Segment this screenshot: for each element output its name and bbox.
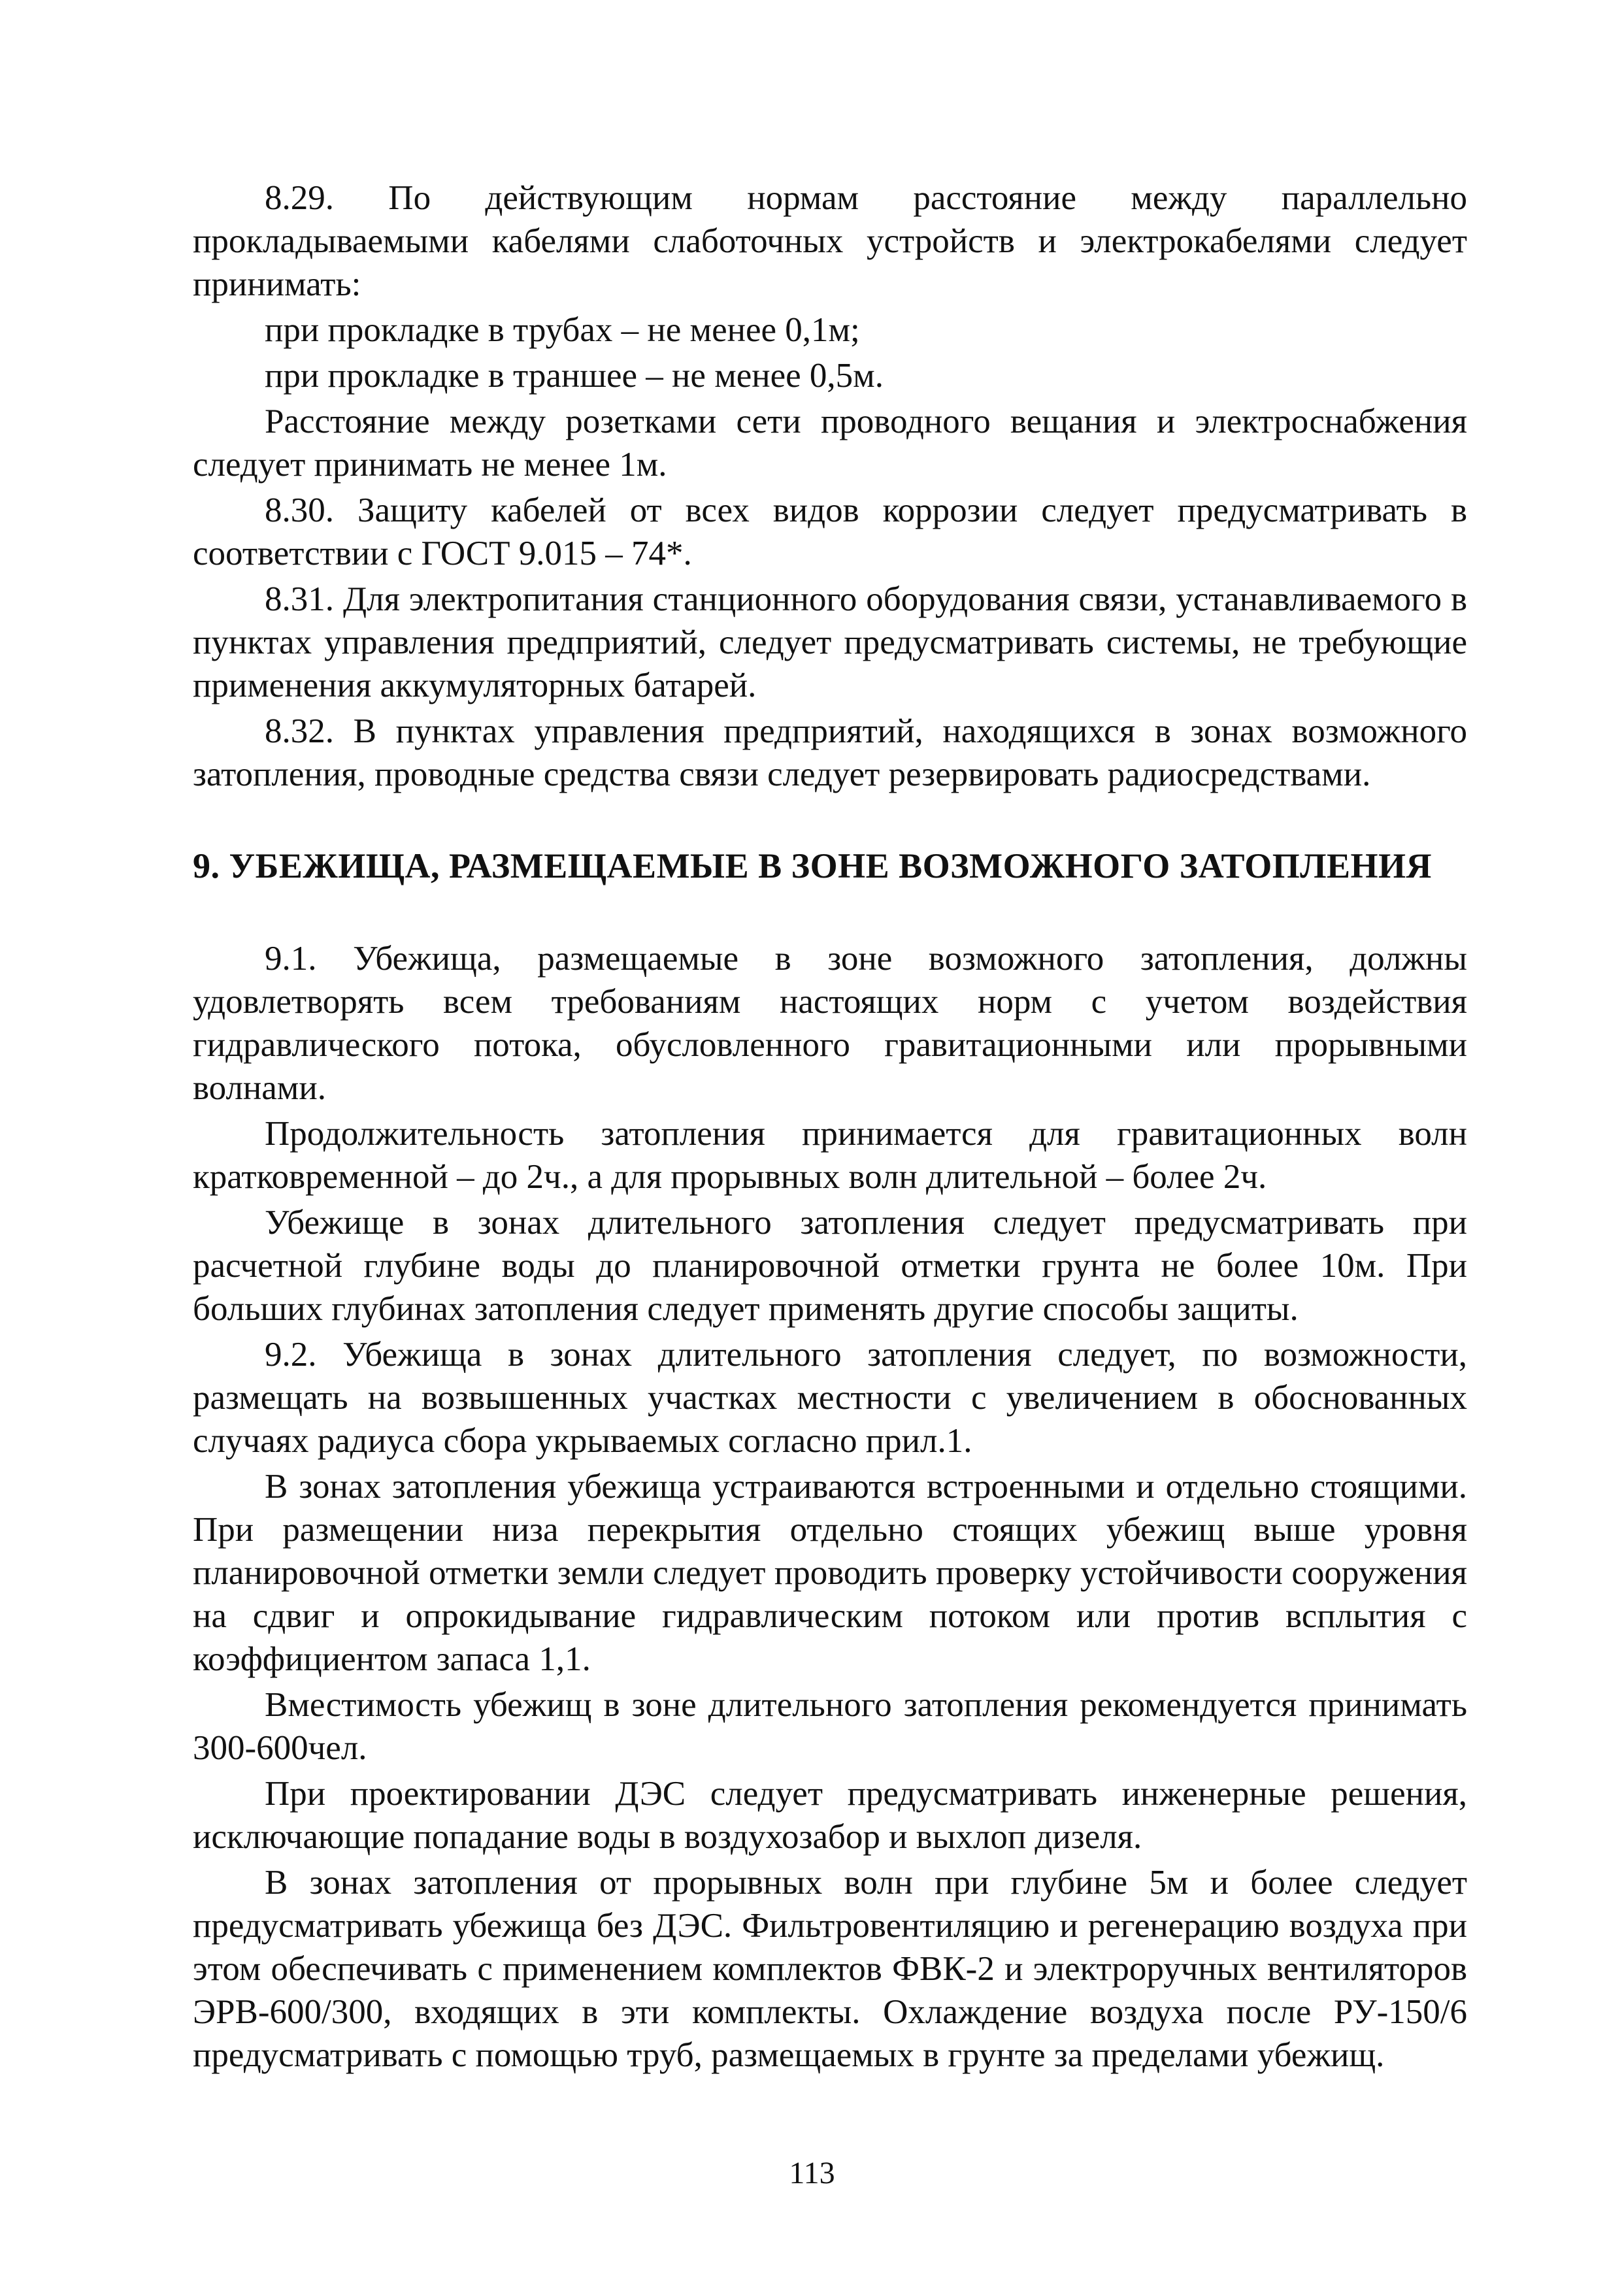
paragraph-8-32: 8.32. В пунктах управления предприятий, находящихся в зонах возможного затопления, проводные средства связи следует резервировать радиосредствами. xyxy=(193,712,1467,793)
page-body xyxy=(193,176,1467,2077)
page-number: 113 xyxy=(789,2156,835,2190)
paragraph-8-29: 8.29. По действующим нормам расстояние между параллельно прокладываемыми кабелями слаботочных устройств и электрокабелями следует принимать: xyxy=(193,179,1467,303)
paragraph-des-design: При проектировании ДЭС следует предусматривать инженерные решения, исключающие попадание воды в воздухозабор и выхлоп дизеля. xyxy=(193,1775,1467,1856)
paragraph-shelter-types: В зонах затопления убежища устраиваются встроенными и отдельно стоящими. При размещении низа перекрытия отдельно стоящих убежищ выше уровня планировочной отметки земли следует проводить проверку устойчивости сооружения на сдвиг и опрокидывание гидравлическим потоком или против всплытия с коэффициентом запаса 1,1. xyxy=(193,1468,1467,1678)
paragraph-8-30: 8.30. Защиту кабелей от всех видов коррозии следует предусматривать в соответствии с ГОСТ 9.015 – 74*. xyxy=(193,491,1467,572)
paragraph-breakthrough-waves: В зонах затопления от прорывных волн при глубине 5м и более следует предусматривать убежища без ДЭС. Фильтровентиляцию и регенерацию воздуха при этом обеспечивать с применением комплектов ФВК-2 и электроручных вентиляторов ЭРВ-600/300, входящих в эти комплекты. Охлаждение воздуха после РУ-150/6 предусматривать с помощью труб, размещаемых в грунте за пределами убежищ. xyxy=(193,1864,1467,2074)
paragraph-flood-duration: Продолжительность затопления принимается для гравитационных волн кратковременной – до 2ч., а для прорывных волн длительной – более 2ч. xyxy=(193,1115,1467,1196)
paragraph-socket-distance: Расстояние между розетками сети проводного вещания и электроснабжения следует принимать не менее 1м. xyxy=(193,403,1467,484)
paragraph-8-31: 8.31. Для электропитания станционного оборудования связи, устанавливаемого в пунктах управления предприятий, следует предусматривать системы, не требующие применения аккумуляторных батарей. xyxy=(193,580,1467,704)
paragraph-capacity: Вместимость убежищ в зоне длительного затопления рекомендуется принимать 300-600чел. xyxy=(193,1686,1467,1767)
paragraph-long-flood-depth: Убежище в зонах длительного затопления следует предусматривать при расчетной глубине воды до планировочной отметки грунта не более 10м. При больших глубинах затопления следует применять другие способы защиты. xyxy=(193,1204,1467,1328)
paragraph-trench-laying: при прокладке в траншее – не менее 0,5м. xyxy=(265,357,884,395)
section-heading: 9. УБЕЖИЩА, РАЗМЕЩАЕМЫЕ В ЗОНЕ ВОЗМОЖНОГО ЗАТОПЛЕНИЯ xyxy=(193,846,1433,885)
paragraph-pipe-laying: при прокладке в трубах – не менее 0,1м; xyxy=(265,311,860,349)
paragraph-9-2: 9.2. Убежища в зонах длительного затопления следует, по возможности, размещать на возвышенных участках местности с увеличением в обоснованных случаях радиуса сбора укрываемых согласно прил.1. xyxy=(193,1336,1467,1460)
paragraph-9-1: 9.1. Убежища, размещаемые в зоне возможного затопления, должны удовлетворять всем требованиям настоящих норм с учетом воздействия гидравлического потока, обусловленного гравитационными или прорывными волнами. xyxy=(193,940,1467,1107)
